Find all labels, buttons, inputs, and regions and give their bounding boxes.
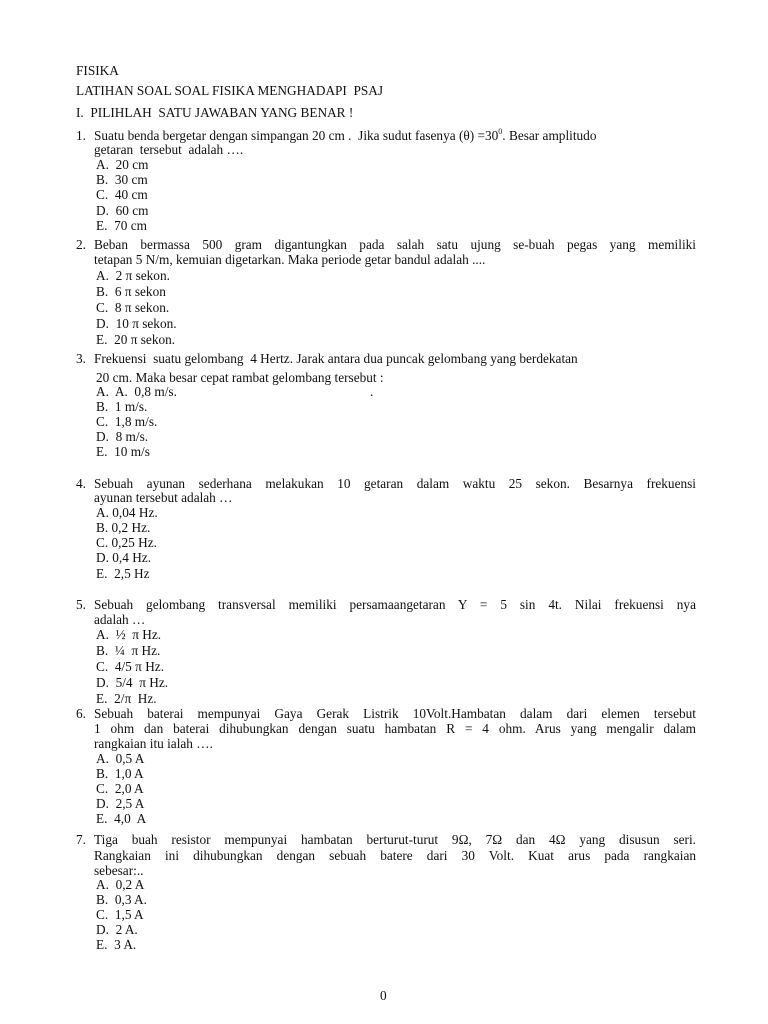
question-text-line: getaran tersebut adalah …. <box>94 142 244 157</box>
page-number: 0 <box>380 988 387 1003</box>
answer-option: B. 0,3 A. <box>96 892 147 907</box>
question-text-line: adalah … <box>94 612 146 627</box>
answer-option: C. 2,0 A <box>96 781 144 796</box>
answer-option: C. 8 π sekon. <box>96 300 170 315</box>
question-number: 2. <box>76 237 86 252</box>
answer-option: A. 0,04 Hz. <box>96 505 158 520</box>
question-text-line: Beban bermassa 500 gram digantungkan pada salah satu ujung se-buah pegas yang memiliki <box>94 237 696 252</box>
answer-option: E. 4,0 A <box>96 811 147 826</box>
instruction-heading: I. PILIHLAH SATU JAWABAN YANG BENAR ! <box>76 105 354 120</box>
question-number: 4. <box>76 476 86 491</box>
answer-option: B. 1 m/s. <box>96 399 148 414</box>
question-text-line: tetapan 5 N/m, kemuian digetarkan. Maka periode getar bandul adalah .... <box>94 252 486 267</box>
answer-option: E. 10 m/s <box>96 444 150 459</box>
answer-option: E. 3 A. <box>96 937 137 952</box>
answer-option: A. 0,2 A <box>96 877 145 892</box>
answer-option: E. 2,5 Hz <box>96 566 150 581</box>
question-text-line: Frekuensi suatu gelombang 4 Hertz. Jarak antara dua puncak gelombang yang berdekatan <box>94 351 578 366</box>
answer-option: E. 70 cm <box>96 218 147 233</box>
answer-option: D. 2,5 A <box>96 796 145 811</box>
question-text-line: 1 ohm dan baterai dihubungkan dengan suatu hambatan R = 4 ohm. Arus yang mengalir dalam <box>94 721 696 736</box>
answer-option: D. 8 m/s. <box>96 429 149 444</box>
answer-option: D. 5/4 π Hz. <box>96 675 169 690</box>
question-text-line: Sebuah gelombang transversal memiliki persamaangetaran Y = 5 sin 4t. Nilai frekuensi nya <box>94 597 696 612</box>
stray-dot: . <box>370 384 374 399</box>
answer-option: B. 1,0 A <box>96 766 144 781</box>
answer-option: B. 6 π sekon <box>96 284 166 299</box>
answer-option: C. 4/5 π Hz. <box>96 659 165 674</box>
question-text-line: 20 cm. Maka besar cepat rambat gelombang tersebut : <box>96 370 384 385</box>
answer-option: A. A. 0,8 m/s. <box>96 384 177 399</box>
degree-superscript: 0 <box>498 126 503 136</box>
answer-option: B. ¼ π Hz. <box>96 643 161 658</box>
answer-option: D. 0,4 Hz. <box>96 550 152 565</box>
answer-option: E. 2/π Hz. <box>96 691 157 706</box>
question-text-line: Tiga buah resistor mempunyai hambatan berturut-turut 9Ω, 7Ω dan 4Ω yang disusun seri. <box>94 832 696 847</box>
answer-option: C. 0,25 Hz. <box>96 535 157 550</box>
answer-option: C. 40 cm <box>96 187 148 202</box>
answer-option: C. 1,8 m/s. <box>96 414 158 429</box>
answer-option: A. ½ π Hz. <box>96 627 162 642</box>
answer-option: E. 20 π sekon. <box>96 332 176 347</box>
question-text-line: Sebuah baterai mempunyai Gaya Gerak Listrik 10Volt.Hambatan dalam dari elemen tersebut <box>94 706 696 721</box>
answer-option: D. 60 cm <box>96 203 149 218</box>
answer-option: D. 2 A. <box>96 922 138 937</box>
question-text-line: Sebuah ayunan sederhana melakukan 10 getaran dalam waktu 25 sekon. Besarnya frekuensi <box>94 476 696 491</box>
question-number: 3. <box>76 351 86 366</box>
question-text-line: rangkaian itu ialah …. <box>94 736 213 751</box>
question-text-line: sebesar:.. <box>94 863 144 878</box>
answer-option: C. 1,5 A <box>96 907 144 922</box>
answer-option: A. 20 cm <box>96 157 149 172</box>
answer-option: B. 0,2 Hz. <box>96 520 151 535</box>
question-text-line: ayunan tersebut adalah … <box>94 490 233 505</box>
answer-option: A. 2 π sekon. <box>96 268 170 283</box>
question-text-line: Rangkaian ini dihubungkan dengan sebuah batere dari 30 Volt. Kuat arus pada rangkaian <box>94 848 696 863</box>
answer-option: D. 10 π sekon. <box>96 316 177 331</box>
question-text-line: Suatu benda bergetar dengan simpangan 20 cm . Jika sudut fasenya $(\theta) =30^0$. Besar amplitudo <box>94 126 597 143</box>
subject-label: FISIKA <box>76 63 119 78</box>
page-title: LATIHAN SOAL SOAL FISIKA MENGHADAPI PSAJ <box>76 83 384 98</box>
answer-option: A. 0,5 A <box>96 751 145 766</box>
answer-option: B. 30 cm <box>96 172 148 187</box>
question-number: 6. <box>76 706 86 721</box>
question-number: 5. <box>76 597 86 612</box>
question-number: 7. <box>76 832 86 847</box>
question-number: 1. <box>76 128 86 143</box>
